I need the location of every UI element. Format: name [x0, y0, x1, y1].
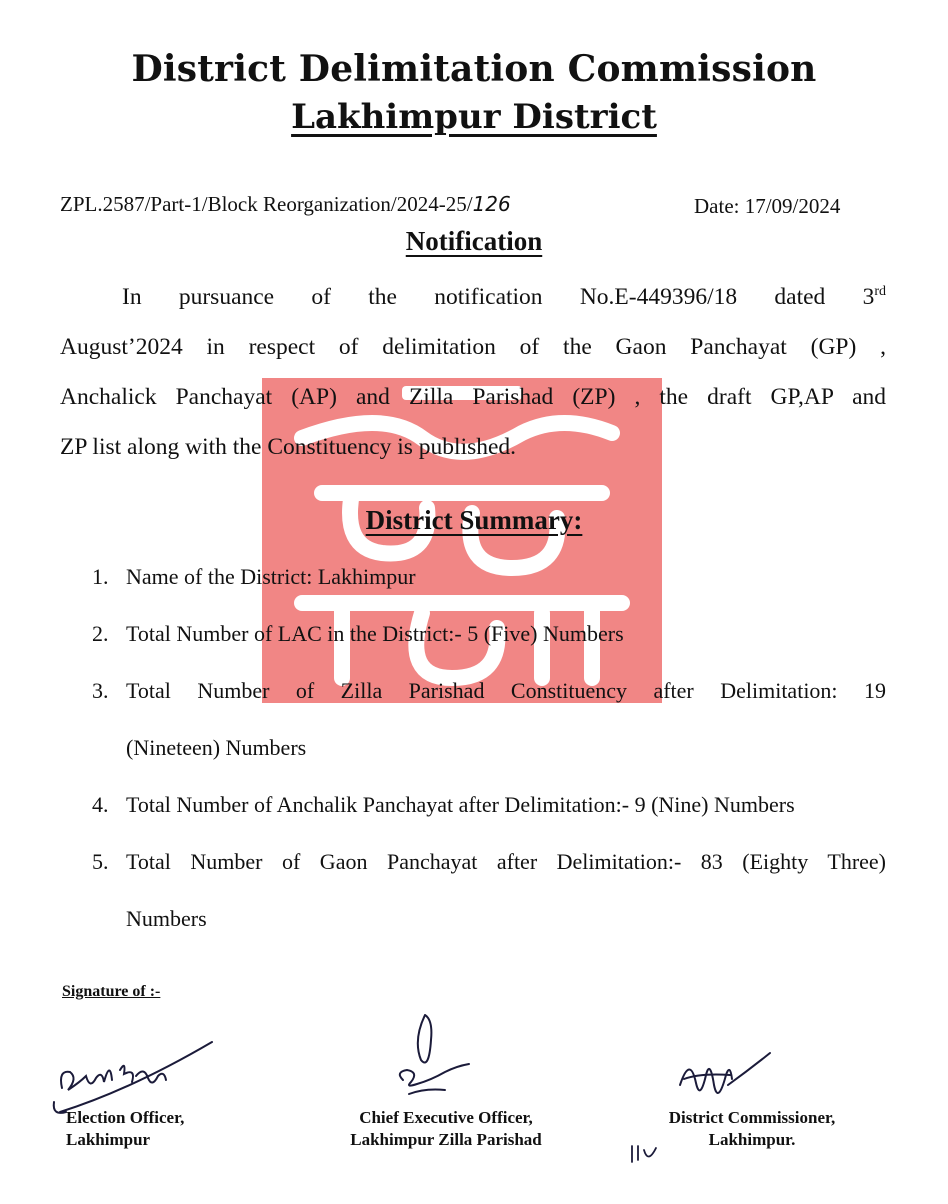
subtitle-text: Lakhimpur District: [291, 97, 657, 137]
signatory-election-officer: [66, 1107, 184, 1151]
list-item-continuation: (Nineteen) Numbers: [126, 735, 307, 760]
list-item: Total Number of LAC in the District:- 5 (Five) Numbers: [126, 621, 624, 646]
paragraph-superscript: rd: [874, 284, 886, 300]
list-item-number: 4.: [92, 792, 109, 817]
reference-prefix: ZPL.2587/Part-1/Block Reorganization/2024-25/: [60, 192, 473, 216]
paragraph-line-3: Anchalick Panchayat (AP) and Zilla Parishad (ZP) , the draft GP,AP and: [60, 384, 886, 410]
document-title: District Delimitation Commission: [131, 48, 817, 90]
summary-heading-text: District Summary:: [365, 505, 583, 535]
document-date: Date: 17/09/2024: [694, 194, 841, 218]
paragraph-line-4: ZP list along with the Constituency is published.: [60, 434, 517, 460]
summary-heading: [0, 505, 948, 536]
reference-number: [60, 192, 511, 217]
list-item-number: 3.: [92, 678, 109, 703]
signatory-district-commissioner: [652, 1107, 852, 1151]
list-item: Total Number of Gaon Panchayat after Delimitation:- 83 (Eighty Three): [126, 849, 886, 874]
district-commissioner-signature: [670, 1045, 780, 1115]
signatory-chief-executive-officer: [326, 1107, 566, 1151]
list-item-number: 5.: [92, 849, 109, 874]
signatory-title: Chief Executive Officer,: [359, 1108, 533, 1127]
paragraph-line-1: [60, 284, 886, 311]
list-item-continuation: Numbers: [126, 906, 207, 931]
list-item: Name of the District: Lakhimpur: [126, 564, 416, 589]
chief-executive-officer-signature: [385, 1010, 475, 1110]
reference-handwritten-number: 126: [472, 192, 511, 216]
signatory-office: Lakhimpur: [66, 1130, 151, 1149]
list-item-number: 2.: [92, 621, 109, 646]
list-item: Total Number of Zilla Parishad Constituency after Delimitation: 19: [126, 678, 886, 703]
paragraph-line-1-text: In pursuance of the notification No.E-449396/18 dated 3: [122, 284, 875, 310]
watermark-logo: [262, 378, 662, 703]
paragraph-line-2: August’2024 in respect of delimitation of the Gaon Panchayat (GP) ,: [60, 334, 886, 360]
signatory-title: Election Officer,: [66, 1108, 185, 1127]
list-item-number: 1.: [92, 564, 109, 589]
list-item: Total Number of Anchalik Panchayat after Delimitation:- 9 (Nine) Numbers: [126, 792, 795, 817]
signatory-office: Lakhimpur.: [708, 1130, 796, 1149]
notification-heading: [0, 226, 948, 257]
signatory-title: District Commissioner,: [668, 1108, 836, 1127]
signature-heading: Signature of :-: [62, 983, 161, 1000]
signatory-office: Lakhimpur Zilla Parishad: [350, 1130, 542, 1149]
document-subtitle: [0, 97, 948, 137]
notification-heading-text: Notification: [405, 226, 543, 256]
